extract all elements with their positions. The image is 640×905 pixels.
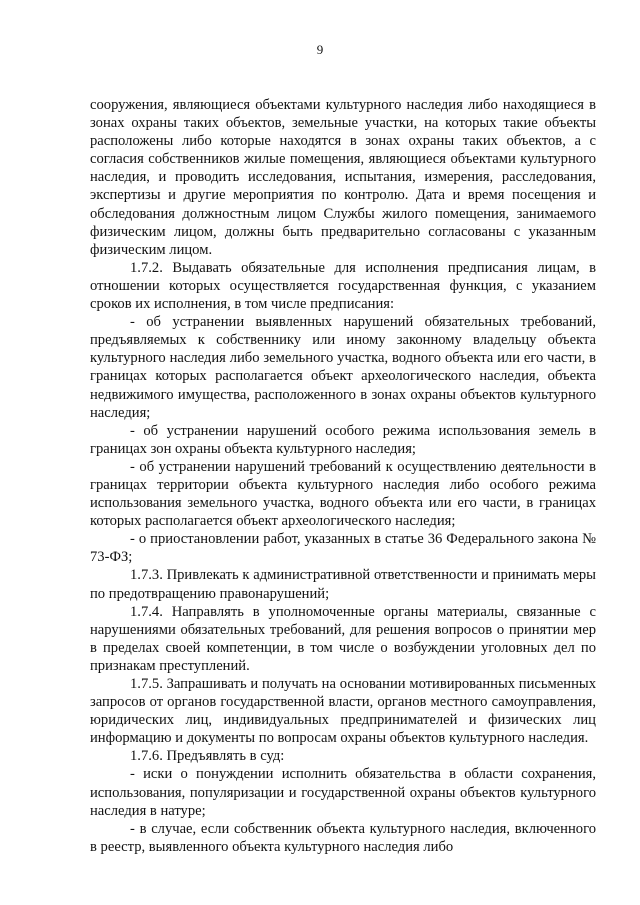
paragraph-1-7-2: 1.7.2. Выдавать обязательные для исполнения предписания лицам, в отношении которых осуществляется государственная функция, с указанием сроков их исполнения, в том числе предписания:: [90, 259, 596, 313]
document-body: [90, 96, 596, 856]
paragraph-continuation: сооружения, являющиеся объектами культурного наследия либо находящиеся в зонах охраны таких объектов, земельные участки, на которых такие объекты расположены либо которые находятся в зонах охраны таких объектов, а с согласия собственников жилые помещения, являющиеся объектами культурного наследия, и проводить исследования, испытания, измерения, расследования, экспертизы и другие мероприятия по контролю. Дата и время посещения и обследования должностным лицом Службы жилого помещения, занимаемого физическим лицом, должны быть предварительно согласованы с указанным физическим лицом.: [90, 97, 596, 258]
list-item-special-regime: - об устранении нарушений особого режима использования земель в границах зон охраны объекта культурного наследия;: [90, 422, 596, 457]
paragraph-1-7-5: 1.7.5. Запрашивать и получать на основании мотивированных письменных запросов от органов государственной власти, органов местного самоуправления, юридических лиц, индивидуальных предпринимателей и физических лиц информацию и документы по вопросам охраны объектов культурного наследия.: [90, 676, 596, 747]
list-item-work-suspension: - о приостановлении работ, указанных в статье 36 Федерального закона № 73-ФЗ;: [90, 531, 596, 566]
paragraph-1-7-6: 1.7.6. Предъявлять в суд:: [130, 748, 285, 765]
page-number: 9: [316, 42, 324, 57]
list-item-activity-requirements: - об устранении нарушений требований к осуществлению деятельности в границах территории объекта культурного наследия либо особого режима использования земельного участка, водного объекта или его части, в границах которых располагается объект археологического наследия;: [90, 458, 596, 530]
paragraph-1-7-3: 1.7.3. Привлекать к административной ответственности и принимать меры по предотвращению правонарушений;: [90, 567, 596, 602]
list-item-violations-requirements: - об устранении выявленных нарушений обязательных требований, предъявляемых к собственнику или иному законному владельцу объекта культурного наследия либо земельного участка, водного объекта или его части, в границах которых располагается объект археологического наследия, объекта недвижимого имущества, расположенного в зонах охраны объектов культурного наследия;: [90, 314, 596, 421]
list-item-lawsuits: - иски о понуждении исполнить обязательства в области сохранения, использования, популяризации и государственной охраны объектов культурного наследия в натуре;: [90, 766, 596, 819]
list-item-owner-case: - в случае, если собственник объекта культурного наследия, включенного в реестр, выявленного объекта культурного наследия либо: [90, 820, 596, 855]
paragraph-1-7-4: 1.7.4. Направлять в уполномоченные органы материалы, связанные с нарушениями обязательных требований, для решения вопросов о принятии мер в пределах своей компетенции, в том числе о возбуждении уголовных дел по признакам преступлений.: [90, 603, 596, 674]
